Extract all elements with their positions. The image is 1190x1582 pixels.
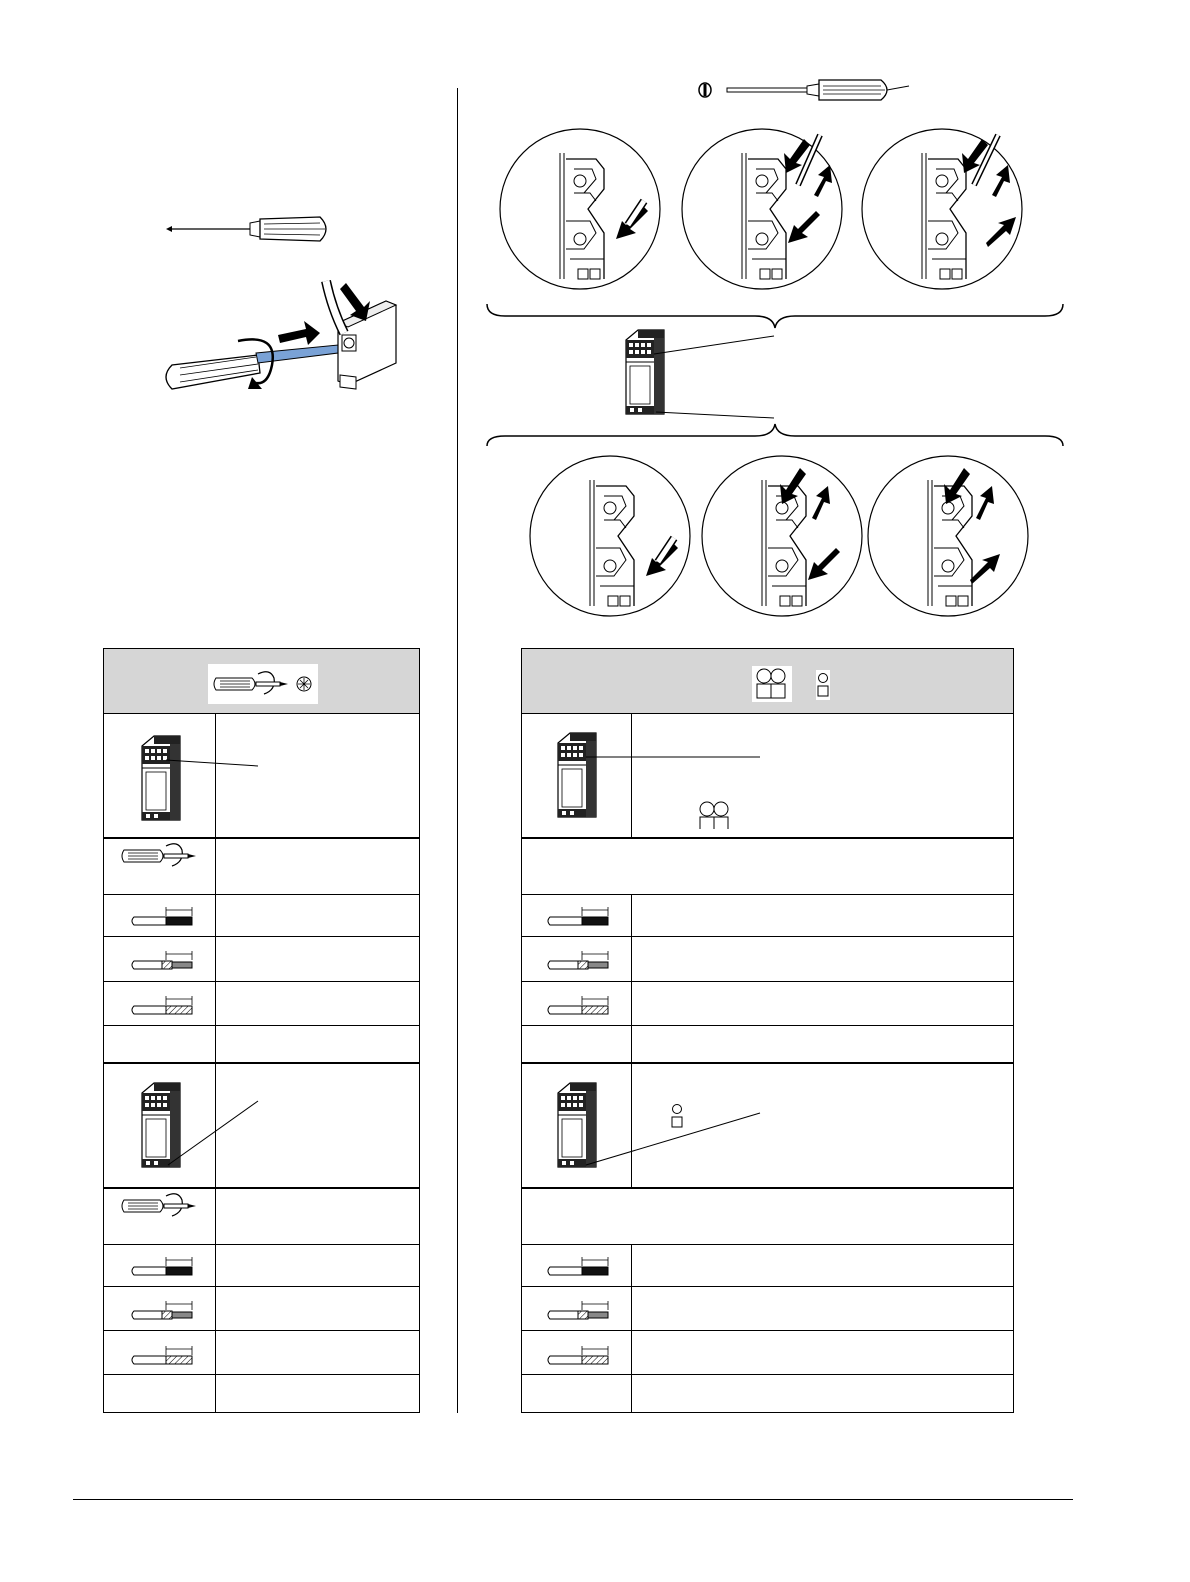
detail-step-6 [868,456,1028,616]
screwdriver-torque-icon [120,842,200,872]
row-divider-major [104,1187,419,1189]
ferrule-wire-icon [130,1301,196,1321]
bottom-terminal-device [552,1079,792,1179]
solid-wire-icon [130,1257,196,1277]
ferrule-wire-icon [546,1301,612,1321]
ferrule-wire-icon [130,951,196,971]
center-relay-module [620,326,780,426]
spring-clamp-upper-steps [498,125,1038,295]
header-terminal-badge [752,666,832,702]
ferrule-wire-icon [546,951,612,971]
screw-terminal-illustration [160,205,420,405]
row-divider-major [104,837,419,839]
phillips-screwdriver-icon [160,205,420,405]
push-in-terminal-table [521,648,1014,1413]
row-divider-major [522,837,1013,839]
push-in-terminal-icon [752,666,832,702]
row-divider-major [104,1062,419,1064]
detail-step-3 [862,129,1022,289]
screw-terminal-table [103,648,420,1413]
flat-screwdriver-icon [695,76,915,106]
solid-wire-icon [130,907,196,927]
spring-clamp-lower-steps [528,454,1038,624]
detail-step-4 [530,456,690,616]
header-tool-badge [208,664,318,704]
footer-rule [73,1499,1073,1500]
row-divider-major [522,1187,1013,1189]
screwdriver-torque-icon [120,1192,200,1222]
column-divider [457,88,458,1413]
stranded-wire-icon [130,996,196,1016]
stranded-wire-icon [130,1346,196,1366]
row-divider-major [522,1062,1013,1064]
stranded-wire-icon [546,1346,612,1366]
solid-wire-icon [546,907,612,927]
flat-screwdriver-illustration [695,76,915,106]
lower-brace [485,420,1065,450]
screwdriver-pozidriv-icon [208,664,318,704]
bottom-terminal-device [136,1079,296,1179]
solid-wire-icon [546,1257,612,1277]
detail-step-5 [702,456,862,616]
relay-module-icon [626,330,664,414]
detail-step-2 [682,129,842,289]
stranded-wire-icon [546,996,612,1016]
top-terminal-device [552,729,792,829]
top-terminal-device [136,732,296,832]
